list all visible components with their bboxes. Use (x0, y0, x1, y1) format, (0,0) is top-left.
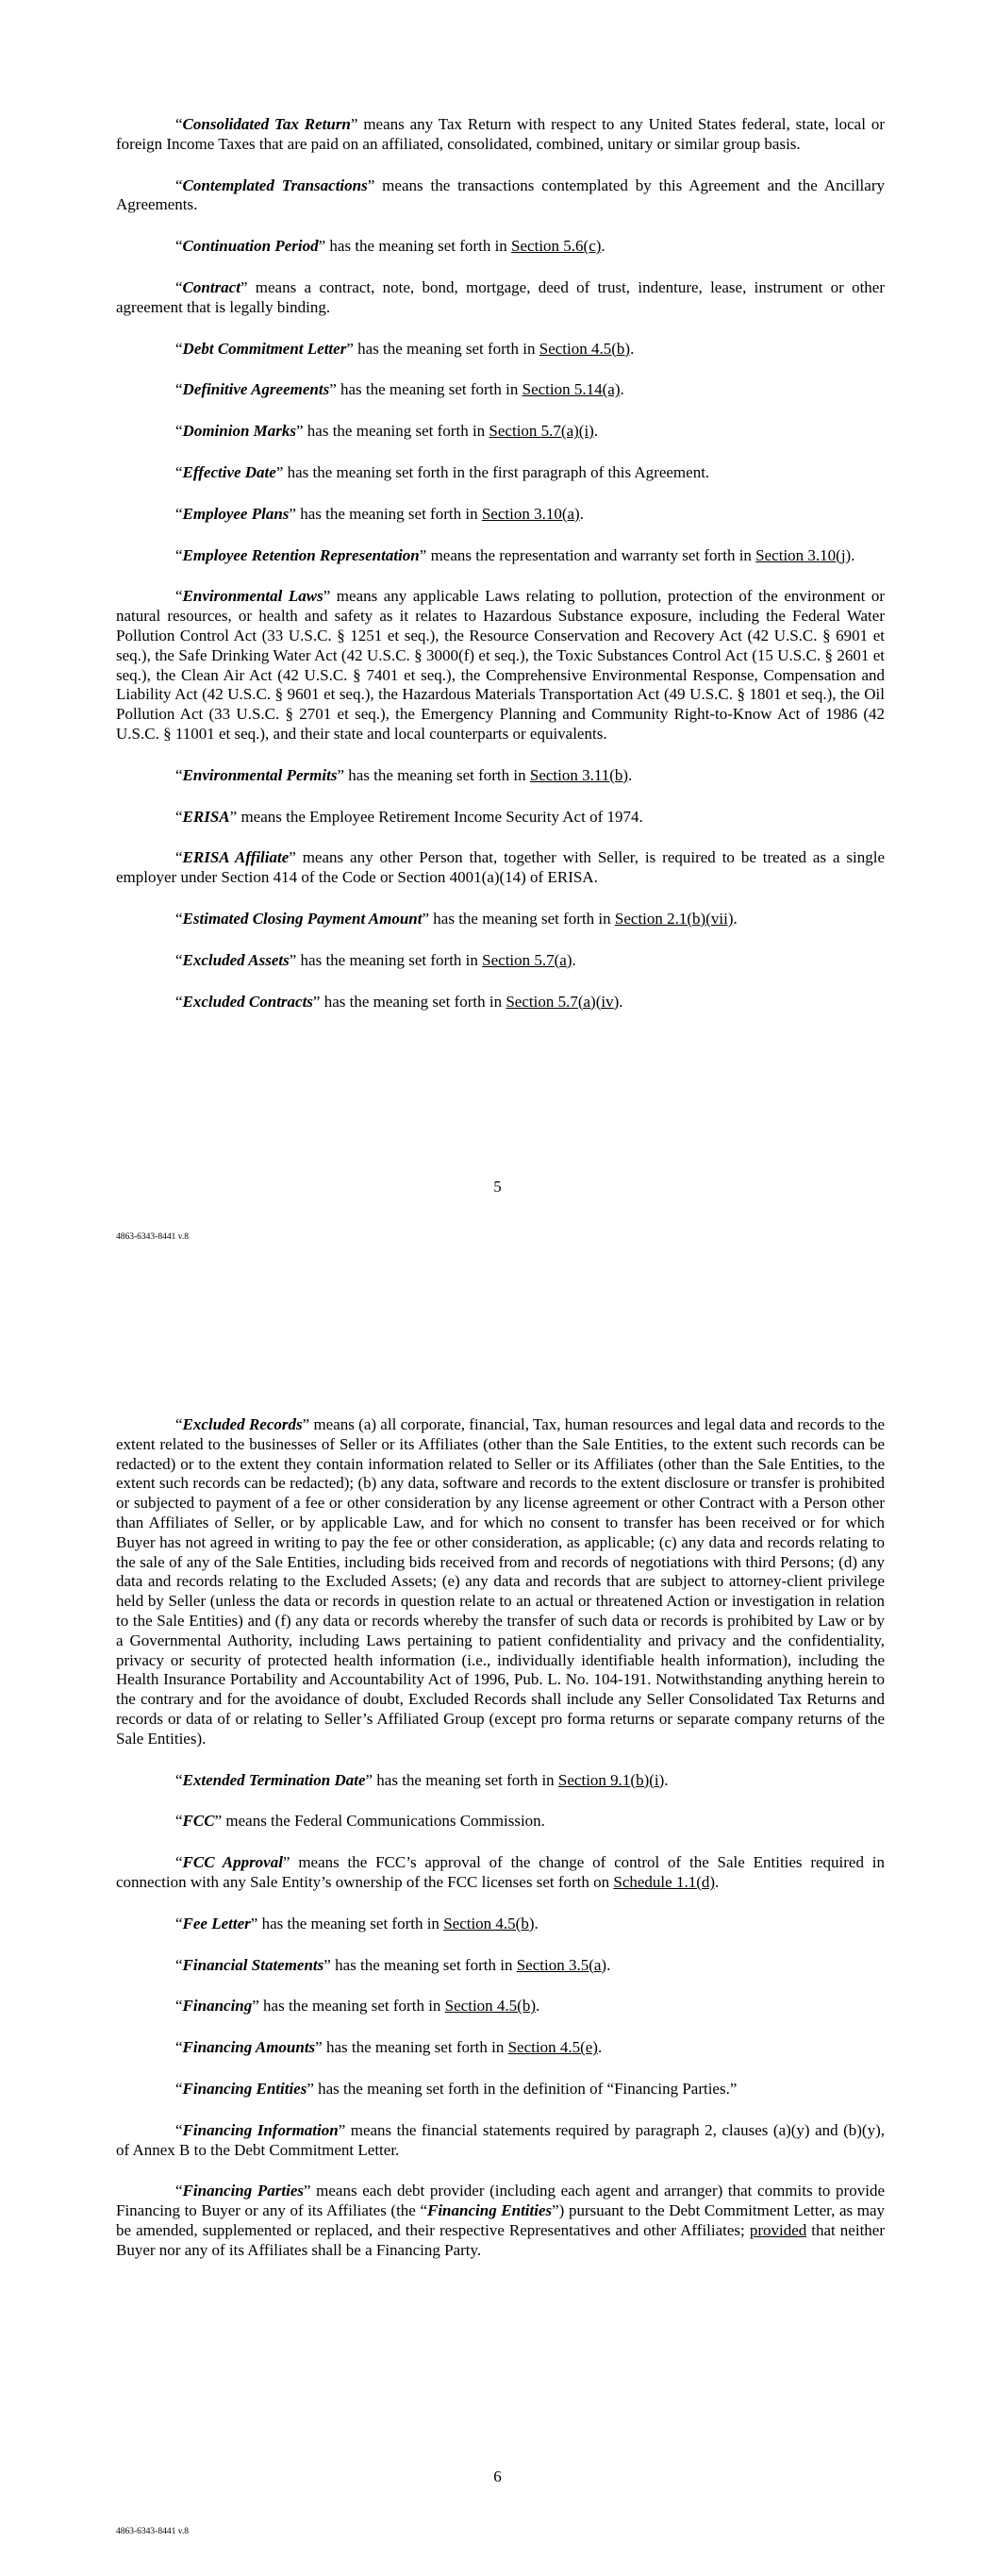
definition-text: means the representation and warranty set forth in (426, 545, 756, 564)
definition-paragraph: “Employee Plans” has the meaning set forth in Section 3.10(a). (175, 504, 584, 523)
definition-text: means any Tax Return with respect to any United States federal, state, local or foreign Income Taxes that are paid on an affiliated, consolidated, combined, unitary or similar group basis. (116, 115, 885, 153)
section-reference: Section 3.5(a) (516, 1955, 607, 1974)
definition-text: has the meaning set forth in the definition of “Financing Parties.” (313, 2079, 738, 2098)
defined-term: Definitive Agreements (182, 380, 330, 399)
definition-text: . (597, 2038, 603, 2057)
definition-text: . (579, 504, 584, 523)
definition-paragraph: “Financing” has the meaning set forth in Section 4.5(b). (175, 1997, 540, 2016)
definition-paragraph: “Environmental Laws” means any applicable Laws relating to pollution, protection of the environment or natural resources, or health and safety as it relates to Hazardous Substance exposure, including the Federal Water Pollution Control Act (33 U.S.C. § 1251 et seq.), the Resource Conservation and Recovery Act (42 U.S.C. § 6901 et seq.), the Safe Drinking Water Act (42 U.S.C. § 3000(f) et seq.), the Toxic Substances Control Act (15 U.S.C. § 2601 et seq.), the Clean Air Act (42 U.S.C. § 7401 et seq.), the Comprehensive Environmental Response, Compensation and Liability Act (42 U.S.C. § 9601 et seq.), the Hazardous Materials Transportation Act (49 U.S.C. § 1801 et seq.), the Oil Pollution Act (33 U.S.C. § 2701 et seq.), the Emergency Planning and Community Right-to-Know Act of 1986 (42 U.S.C. § 11001 et seq.), and their state and local counterparts or equivalents. (116, 587, 885, 743)
definition-text: has the meaning set forth in (373, 1770, 558, 1789)
defined-term: Continuation Period (182, 237, 319, 256)
definition-text: has the meaning set forth in (353, 339, 539, 358)
definition-text: . (572, 950, 576, 969)
section-reference: Section 5.6(c) (511, 237, 602, 256)
definition-text: means a contract, note, bond, mortgage, deed of trust, indenture, lease, instrument or other agreement that is legally binding. (116, 277, 885, 316)
defined-term: Estimated Closing Payment Amount (182, 909, 423, 928)
defined-term: Fee Letter (182, 1914, 251, 1932)
definition-text: . (715, 1872, 720, 1891)
definition-text: has the meaning set forth in (320, 992, 506, 1011)
definition-paragraph: “Contemplated Transactions” means the transactions contemplated by this Agreement and the Ancillary Agreements. (116, 176, 885, 214)
definition-text: . (619, 992, 623, 1011)
defined-term: FCC Approval (182, 1853, 283, 1872)
defined-term: Employee Plans (182, 504, 290, 523)
definition-text: has the meaning set forth in (330, 1955, 517, 1974)
definition-text: . (606, 1955, 611, 1974)
definition-text: has the meaning set forth in (343, 765, 530, 784)
definition-paragraph: “Excluded Contracts” has the meaning set forth in Section 5.7(a)(iv). (175, 992, 623, 1011)
defined-term: Extended Termination Date (182, 1770, 366, 1789)
definition-paragraph: “Contract” means a contract, note, bond, mortgage, deed of trust, indenture, lease, instrument or other agreement that is legally binding. (116, 277, 885, 316)
definition-paragraph: “ERISA Affiliate” means any other Person that, together with Seller, is required to be treated as a single employer under Section 414 of the Code or Section 4001(a)(14) of ERISA. (116, 848, 886, 887)
definition-text: means (a) all corporate, financial, Tax, human resources and legal data and records to the extent related to the businesses of Seller or its Affiliates (other than the Sale Entities, to the extent such records can be redacted) or to the extent they contain information related to Seller or its Affiliates (other than the Sale Entities, to the extent such records can be redacted); (b) any data, software and records to the extent disclosure or transfer is prohibited or subjected to payment of a fee or other consideration by any license agreement or other Contract with a Person other than Affiliates of Seller, or by applicable Law, and for which no consent to transfer has been received or for which Buyer has not agreed in writing to pay the fee or other consideration, as applicable; (c) any data and records relating to the sale of any of the Sale Entities, including bids received from and records of negotiations with third Persons; (d) any data and records relating to the Excluded Assets; (e) any data and records that are subject to attorney-client privilege held by Seller (unless the data or records in question relate to an actual or threatened Action or investigation in relation to the Sale Entities) and (f) any data or records whereby the transfer of such data or records is prohibited by Law or by a Governmental Authority, including Laws pertaining to patient confidentiality and privacy and the confidentiality, privacy or security of protected health information (i.e., individually identifiable health information), including the Health Insurance Portability and Accountability Act of 1996, Pub. L. No. 104-191. Notwithstanding anything herein to the contrary and for the avoidance of doubt, Excluded Records shall include any Seller Consolidated Tax Returns and records or data of or relating to Seller’s Affiliated Group (except pro forma returns or separate company returns of the Sale Entities). (116, 1415, 885, 1748)
section-reference: Section 9.1(b)(i) (557, 1770, 665, 1789)
defined-term: Excluded Records (182, 1415, 303, 1433)
definition-paragraph: “Fee Letter” has the meaning set forth in Section 4.5(b). (175, 1914, 539, 1932)
defined-term: Financing Information (182, 2120, 339, 2139)
defined-term: FCC (182, 1812, 215, 1831)
page-number: 5 (493, 1178, 502, 1196)
definition-paragraph: “Consolidated Tax Return” means any Tax Return with respect to any United States federal, state, local or foreign Income Taxes that are paid on an affiliated, consolidated, combined, unitary or similar group basis. (116, 115, 885, 153)
definition-text: has the meaning set forth in (325, 237, 512, 256)
defined-term: Contemplated Transactions (182, 176, 368, 194)
section-reference: Schedule 1.1(d) (613, 1872, 716, 1891)
defined-term: Debt Commitment Letter (182, 339, 347, 358)
definition-paragraph: “Excluded Records” means (a) all corporate, financial, Tax, human resources and legal data and records to the extent related to the businesses of Seller or its Affiliates (other than the Sale Entities, to the extent such records can be redacted) or to the extent they contain information related to Seller or its Affiliates (other than the Sale Entities, to the extent such records can be redacted); (b) any data, software and records to the extent disclosure or transfer is prohibited or subjected to payment of a fee or other consideration by any license agreement or other Contract with a Person other than Affiliates of Seller, or by applicable Law, and for which no consent to transfer has been received or for which Buyer has not agreed in writing to pay the fee or other consideration, as applicable; (c) any data and records relating to the sale of any of the Sale Entities, including bids received from and records of negotiations with third Persons; (d) any data and records relating to the Excluded Assets; (e) any data and records that are subject to attorney-client privilege held by Seller (unless the data or records in question relate to an actual or threatened Action or investigation in relation to the Sale Entities) and (f) any data or records whereby the transfer of such data or records is prohibited by Law or by a Governmental Authority, including Laws pertaining to patient confidentiality and privacy and the confidentiality, privacy or security of protected health information (i.e., individually identifiable health information), including the Health Insurance Portability and Accountability Act of 1996, Pub. L. No. 104-191. Notwithstanding anything herein to the contrary and for the avoidance of doubt, Excluded Records shall include any Seller Consolidated Tax Returns and records or data of or relating to Seller’s Affiliated Group (except pro forma returns or separate company returns of the Sale Entities). (116, 1415, 885, 1748)
definition-paragraph: “Financing Parties” means each debt provider (including each agent and arranger) that commits to provide Financing to Buyer or any of its Affiliates (the “Financing Entities”) pursuant to the Debt Commitment Letter, as may be amended, supplemented or replaced, and their respective Representatives and other Affiliates; provided that neither Buyer nor any of its Affiliates shall be a Financing Party. (116, 2182, 886, 2259)
defined-term: ERISA (182, 807, 230, 826)
definition-text: means the Federal Communications Commission. (222, 1812, 545, 1831)
definition-text: means the Employee Retirement Income Security Act of 1974. (237, 807, 643, 826)
document-id: 4863-6343-8441 v.8 (116, 2527, 189, 2536)
section-reference: Section 4.5(b) (444, 1997, 536, 2016)
definition-text: . (536, 1997, 540, 2016)
section-reference: provided (749, 2220, 807, 2239)
defined-term: Financial Statements (182, 1955, 324, 1974)
page-number: 6 (493, 2467, 502, 2485)
definition-text: means any applicable Laws relating to pollution, protection of the environment or natural resources, or health and safety as it relates to Hazardous Substance exposure, including the Federal Water Pollution Control Act (33 U.S.C. § 1251 et seq.), the Resource Conservation and Recovery Act (42 U.S.C. § 6901 et seq.), the Safe Drinking Water Act (42 U.S.C. § 3000(f) et seq.), the Toxic Substances Control Act (15 U.S.C. § 2601 et seq.), the Clean Air Act (42 U.S.C. § 7401 et seq.), the Comprehensive Environmental Response, Compensation and Liability Act (42 U.S.C. § 9601 et seq.), the Hazardous Materials Transportation Act (49 U.S.C. § 1801 et seq.), the Oil Pollution Act (33 U.S.C. § 2701 et seq.), the Emergency Planning and Community Right-to-Know Act of 1986 (42 U.S.C. § 11001 et seq.), and their state and local counterparts or equivalents. (116, 587, 885, 743)
definition-text: . (593, 422, 599, 441)
section-reference: Section 3.10(j) (755, 545, 852, 564)
definition-text: . (628, 765, 633, 784)
definition-paragraph: “Debt Commitment Letter” has the meaning set forth in Section 4.5(b). (175, 339, 635, 358)
definition-paragraph: “ERISA” means the Employee Retirement Income Security Act of 1974. (175, 807, 643, 826)
definitions-list (116, 115, 885, 1033)
definition-text: has the meaning set forth in (336, 380, 522, 399)
definition-paragraph: “Estimated Closing Payment Amount” has the meaning set forth in Section 2.1(b)(vii). (175, 909, 738, 928)
section-reference: Section 5.7(a)(i) (489, 422, 594, 441)
definition-text: . (534, 1914, 539, 1932)
defined-term: Financing (182, 1997, 253, 2016)
section-reference: Section 3.10(a) (481, 504, 580, 523)
definition-paragraph: “Dominion Marks” has the meaning set forth in Section 5.7(a)(i). (175, 422, 599, 441)
defined-term: Employee Retention Representation (182, 545, 420, 564)
defined-term: Consolidated Tax Return (182, 115, 351, 133)
definition-text: has the meaning set forth in (296, 950, 483, 969)
definition-text: has the meaning set forth in the first paragraph of this Agreement. (283, 462, 710, 481)
definition-text: means each debt provider (including each agent and arranger) that commits to provide Financing to Buyer or any of its Affiliates (the “ (116, 2182, 885, 2220)
definition-text: . (620, 380, 624, 399)
document-page-5 (0, 0, 995, 1283)
definitions-list (116, 1415, 885, 2283)
defined-term: Dominion Marks (182, 422, 296, 441)
definition-text: . (664, 1770, 669, 1789)
section-reference: Section 4.5(e) (507, 2038, 598, 2057)
defined-term: Financing Entities (182, 2079, 307, 2098)
section-reference: Section 5.14(a) (522, 380, 621, 399)
definition-paragraph: “FCC Approval” means the FCC’s approval of the change of control of the Sale Entities required in connection with any Sale Entity’s ownership of the FCC licenses set forth on Schedule 1.1(d). (116, 1853, 886, 1891)
defined-term: Environmental Laws (182, 587, 323, 606)
definition-paragraph: “FCC” means the Federal Communications Commission. (175, 1812, 545, 1831)
definition-text: means any other Person that, together with Seller, is required to be treated as a single employer under Section 414 of the Code or Section 4001(a)(14) of ERISA. (116, 848, 886, 887)
definition-text: has the meaning set forth in (429, 909, 615, 928)
defined-term: Environmental Permits (182, 765, 338, 784)
definition-paragraph: “Excluded Assets” has the meaning set forth in Section 5.7(a). (175, 950, 576, 969)
definition-text: means the FCC’s approval of the change of control of the Sale Entities required in connection with any Sale Entity’s ownership of the FCC licenses set forth on (116, 1853, 886, 1891)
definition-text: has the meaning set forth in (257, 1914, 444, 1932)
definition-text: means the transactions contemplated by this Agreement and the Ancillary Agreements. (116, 176, 885, 214)
definition-paragraph: “Employee Retention Representation” means the representation and warranty set forth in Section 3.10(j). (175, 545, 855, 564)
definition-paragraph: “Definitive Agreements” has the meaning set forth in Section 5.14(a). (175, 380, 624, 399)
definition-text: has the meaning set forth in (322, 2038, 508, 2057)
defined-term: Financing Parties (182, 2182, 304, 2200)
defined-term: Excluded Assets (182, 950, 290, 969)
definition-text: has the meaning set forth in (303, 422, 489, 441)
defined-term: ERISA Affiliate (182, 848, 290, 867)
definition-text: has the meaning set forth in (295, 504, 482, 523)
definition-paragraph: “Extended Termination Date” has the meaning set forth in Section 9.1(b)(i). (175, 1770, 669, 1789)
defined-term: Financing Entities (427, 2201, 553, 2220)
defined-term: Contract (182, 277, 240, 296)
definition-paragraph: “Financing Amounts” has the meaning set forth in Section 4.5(e). (175, 2038, 603, 2057)
defined-term: Effective Date (182, 462, 276, 481)
definition-paragraph: “Financing Entities” has the meaning set forth in the definition of “Financing Parties.” (175, 2079, 738, 2098)
defined-term: Financing Amounts (182, 2038, 316, 2057)
definition-text: has the meaning set forth in (258, 1997, 445, 2016)
definition-paragraph: “Financing Information” means the financial statements required by paragraph 2, clauses (a)(y) and (b)(y), of Annex B to the Debt Commitment Letter. (116, 2120, 885, 2159)
definition-text: . (851, 545, 855, 564)
section-reference: Section 2.1(b)(vii) (614, 909, 734, 928)
definition-paragraph: “Effective Date” has the meaning set forth in the first paragraph of this Agreement. (175, 462, 710, 481)
definition-paragraph: “Continuation Period” has the meaning set forth in Section 5.6(c). (175, 237, 605, 256)
definition-text: . (601, 237, 605, 256)
definition-text: . (630, 339, 635, 358)
definition-paragraph: “Financial Statements” has the meaning set forth in Section 3.5(a). (175, 1955, 611, 1974)
definition-paragraph: “Environmental Permits” has the meaning set forth in Section 3.11(b). (175, 765, 633, 784)
defined-term: Excluded Contracts (182, 992, 313, 1011)
document-page-6 (0, 1283, 995, 2576)
section-reference: Section 5.7(a)(iv) (506, 992, 620, 1011)
definition-text: that neither Buyer nor any of its Affiliates shall be a Financing Party. (116, 2220, 886, 2259)
section-reference: Section 3.11(b) (529, 765, 629, 784)
definition-text: ”) pursuant to the Debt Commitment Letter, as may be amended, supplemented or replaced, and their respective Representatives and other Affiliates; (116, 2201, 886, 2239)
definition-text: means the financial statements required by paragraph 2, clauses (a)(y) and (b)(y), of Annex B to the Debt Commitment Letter. (116, 2120, 885, 2159)
section-reference: Section 4.5(b) (539, 339, 631, 358)
definition-text: . (733, 909, 738, 928)
document-id: 4863-6343-8441 v.8 (116, 1232, 189, 1242)
section-reference: Section 5.7(a) (482, 950, 572, 969)
section-reference: Section 4.5(b) (443, 1914, 535, 1932)
